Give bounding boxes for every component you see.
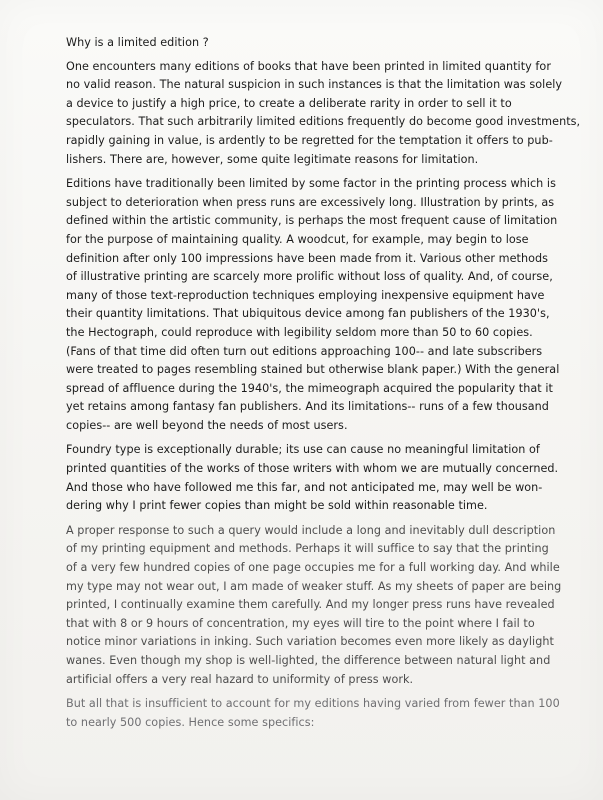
document-body [66, 34, 581, 738]
document-heading: Why is a limited edition ? [66, 36, 209, 49]
text-line: that with 8 or 9 hours of concentration, my eyes will tire to the point where I fail to [66, 616, 535, 630]
text-line: of illustrative printing are scarcely more prolific without loss of quality. And, of course, [66, 270, 553, 284]
text-line: subject to deterioration when press runs are excessively long. Illustration by prints, as [66, 195, 555, 209]
text-line: their quantity limitations. That ubiquitous device among fan publishers of the 1930's, [66, 307, 550, 321]
text-line: of my printing equipment and methods. Perhaps it will suffice to say that the printing [66, 542, 549, 556]
text-line: lishers. There are, however, some quite legitimate reasons for limitation. [66, 152, 479, 166]
text-line: rapidly gaining in value, is ardently to be regretted for the temptation it offers to pub- [66, 133, 553, 147]
text-line: (Fans of that time did often turn out editions approaching 100-- and late subscribers [66, 344, 543, 358]
text-line: for the purpose of maintaining quality. A woodcut, for example, may begin to lose [66, 232, 529, 246]
text-line: wanes. Even though my shop is well-lighted, the difference between natural light and [66, 654, 551, 667]
text-line: a device to justify a high price, to create a deliberate rarity in order to sell it to [66, 96, 512, 110]
text-line: One encounters many editions of books that have been printed in limited quantity for [66, 59, 551, 73]
paragraph-3 [66, 441, 566, 515]
text-line: the Hectograph, could reproduce with legibility seldom more than 50 to 60 copies. [66, 325, 533, 339]
text-line: Foundry type is exceptionally durable; its use can cause no meaningful limitation of [66, 443, 540, 457]
text-line: A proper response to such a query would include a long and inevitably dull description [66, 523, 556, 537]
text-line: spread of affluence during the 1940's, the mimeograph acquired the popularity that it [66, 381, 553, 395]
text-line: to nearly 500 copies. Hence some specifics: [66, 715, 315, 729]
text-line: But all that is insufficient to account for my editions having varied from fewer than 100 [66, 697, 560, 711]
text-line: notice minor variations in inking. Such variation becomes even more likely as daylight [66, 635, 554, 649]
text-line: speculators. That such arbitrarily limited editions frequently do become good investments, [66, 115, 581, 129]
text-line: copies-- are well beyond the needs of most users. [66, 418, 348, 432]
text-line: printed, I continually examine them carefully. And my longer press runs have revealed [66, 598, 555, 612]
text-line: Editions have traditionally been limited by some factor in the printing process which is [66, 177, 556, 191]
paragraph-5 [66, 695, 566, 732]
text-line: And those who have followed me this far, and not anticipated me, may well be won- [66, 480, 543, 494]
text-line: yet retains among fantasy fan publishers. And its limitations-- runs of a few thousand [66, 400, 549, 414]
text-line: no valid reason. The natural suspicion in such instances is that the limitation was solely [66, 78, 563, 92]
text-line: defined within the artistic community, is perhaps the most frequent cause of limitation [66, 214, 558, 228]
text-line: dering why I print fewer copies than might be sold within reasonable time. [66, 499, 488, 513]
text-line: many of those text-reproduction techniques employing inexpensive equipment have [66, 288, 545, 302]
paragraph-4 [66, 522, 566, 689]
paragraph-1 [66, 58, 581, 170]
text-line: artificial offers a very real hazard to uniformity of press work. [66, 672, 414, 686]
paragraph-2 [66, 175, 566, 435]
text-line: were treated to pages resembling stained but otherwise blank paper.) With the general [66, 363, 560, 377]
text-line: my type may not wear out, I am made of weaker stuff. As my sheets of paper are being [66, 579, 562, 593]
text-line: of a very few hundred copies of one page occupies me for a full working day. And while [66, 561, 560, 575]
text-line: printed quantities of the works of those writers with whom we are mutually concerned. [66, 462, 559, 476]
text-line: definition after only 100 impressions have been made from it. Various other methods [66, 251, 549, 265]
